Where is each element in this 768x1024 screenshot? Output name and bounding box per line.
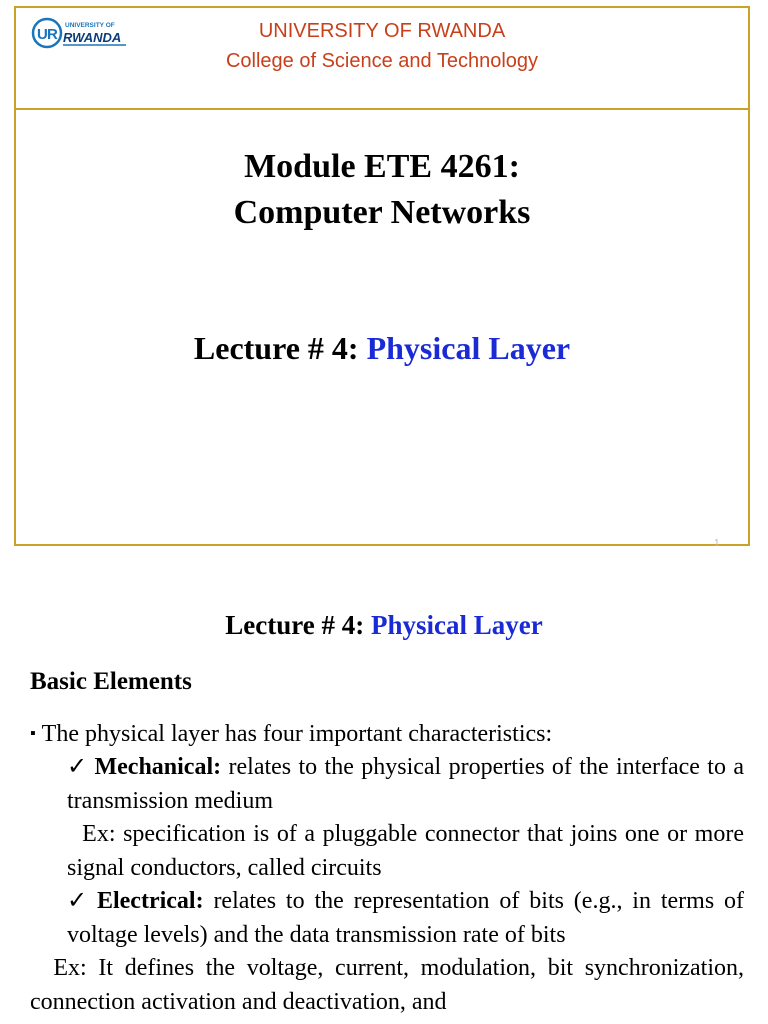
mechanical-text: relates to the physical properties of the interface to a transmission medium bbox=[67, 754, 744, 814]
lecture-title bbox=[16, 328, 748, 368]
electrical-text: relates to the representation of bits (e.g., in terms of voltage levels) and the data transmission rate of bits bbox=[67, 888, 745, 948]
slide-header bbox=[16, 8, 748, 110]
university-name: UNIVERSITY OF RWANDA bbox=[258, 20, 506, 42]
svg-text:UNIVERSITY OF: UNIVERSITY OF bbox=[65, 22, 115, 29]
slide2-lecture-topic: Physical Layer bbox=[370, 610, 543, 640]
mechanical-label: Mechanical: bbox=[94, 754, 222, 780]
intro-bullet bbox=[30, 717, 744, 752]
svg-text:U: U bbox=[37, 26, 48, 43]
section-heading: Basic Elements bbox=[30, 668, 192, 695]
bullet-square-icon: ▪ bbox=[30, 725, 36, 742]
checkmark-icon: ✓ bbox=[67, 754, 89, 780]
electrical-example-text: Ex: It defines the voltage, current, modulation, bit synchronization, connection activation and deactivation, and bbox=[30, 955, 745, 1015]
svg-text:RWANDA: RWANDA bbox=[63, 30, 122, 45]
electrical-item bbox=[67, 885, 744, 952]
slide2-lecture-prefix: Lecture # 4: bbox=[225, 610, 365, 640]
intro-text: The physical layer has four important characteristics: bbox=[41, 721, 553, 747]
checkmark-icon: ✓ bbox=[67, 888, 91, 914]
electrical-example bbox=[30, 952, 744, 1019]
slide2-title bbox=[0, 606, 768, 644]
mechanical-example bbox=[67, 818, 744, 885]
module-code-line: Module ETE 4261: bbox=[244, 148, 520, 185]
module-name-line: Computer Networks bbox=[233, 194, 531, 231]
lecture-topic: Physical Layer bbox=[366, 330, 571, 366]
svg-text:R: R bbox=[47, 26, 58, 43]
module-title bbox=[16, 144, 748, 236]
mechanical-item bbox=[67, 751, 744, 818]
college-name: College of Science and Technology bbox=[225, 50, 539, 72]
mechanical-example-text: Ex: specification is of a pluggable connector that joins one or more signal conductors, called circuits bbox=[67, 821, 744, 881]
title-slide bbox=[14, 6, 750, 546]
lecture-prefix: Lecture # 4: bbox=[193, 330, 359, 366]
page-number: 1 bbox=[714, 538, 720, 549]
electrical-label: Electrical: bbox=[96, 888, 204, 914]
